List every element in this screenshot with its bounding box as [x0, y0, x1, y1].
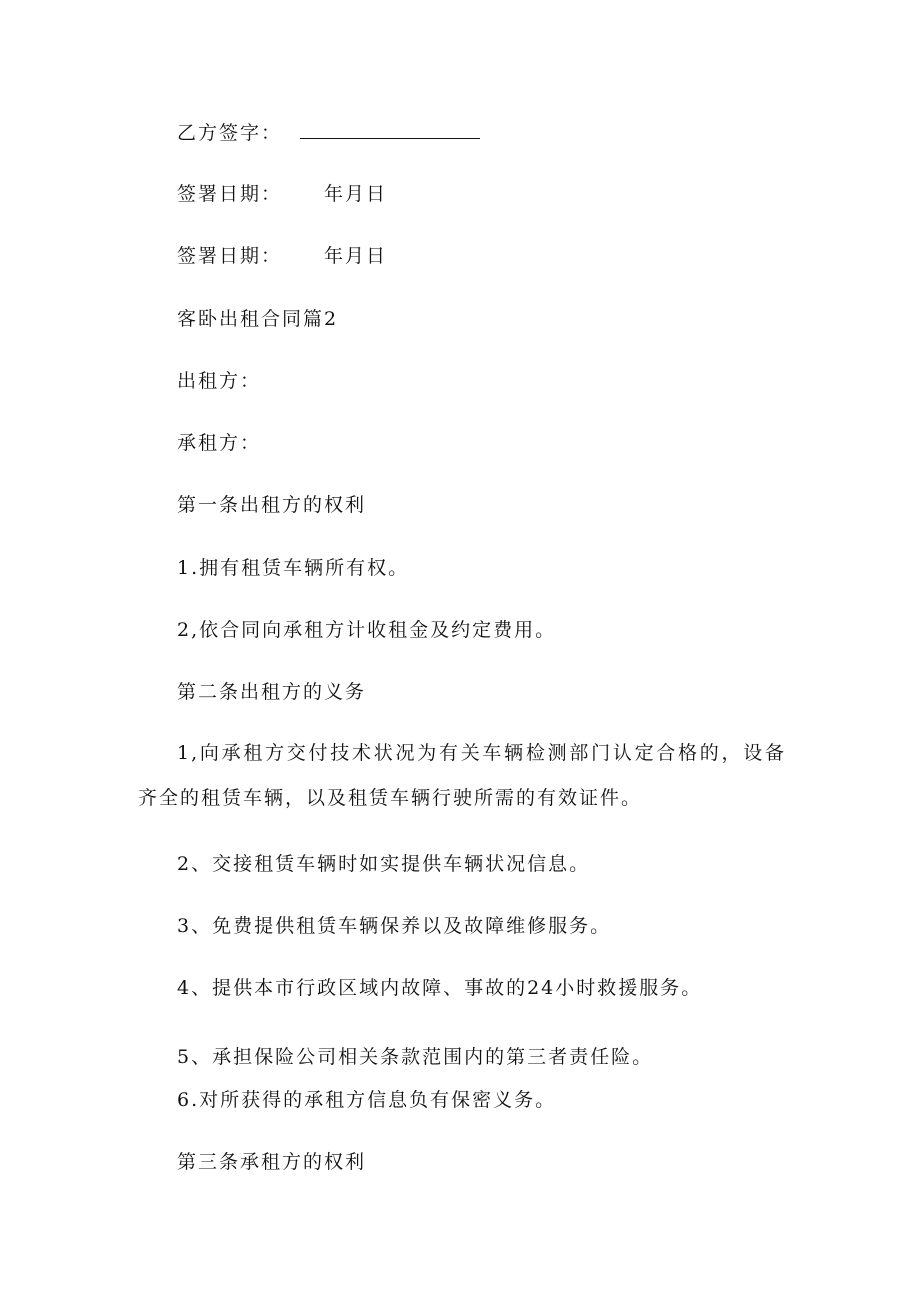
signing-date-row-2: [177, 244, 387, 268]
article-2-item-2: 2、交接租赁车辆时如实提供车辆状况信息。: [177, 853, 591, 875]
signing-date-value-2: 年月日: [324, 245, 388, 267]
article-2-item-6: 6.对所获得的承租方信息负有保密义务。: [177, 1089, 557, 1111]
article-1-item-2: 2,依合同向承租方计收租金及约定费用。: [177, 619, 557, 641]
article-1-heading: 第一条出租方的权利: [177, 494, 367, 516]
lessee-label: 承租方：: [177, 432, 262, 454]
signing-date-row-1: [177, 182, 387, 206]
article-3-heading: 第三条承租方的权利: [177, 1151, 367, 1173]
contract-title: 客卧出租合同篇2: [177, 308, 339, 330]
signing-date-label-1: 签署日期：: [177, 183, 283, 205]
article-2-item-4: 4、提供本市行政区域内故障、事故的24小时救援服务。: [177, 977, 703, 999]
article-2-heading: 第二条出租方的义务: [177, 681, 367, 703]
lessor-label: 出租方：: [177, 370, 262, 392]
signature-blank-line: [300, 120, 480, 139]
article-2-item-5: 5、承担保险公司相关条款范围内的第三者责任险。: [177, 1046, 654, 1068]
signature-label-row: [177, 120, 480, 145]
article-2-item-3: 3、免费提供租赁车辆保养以及故障维修服务。: [177, 915, 612, 937]
signing-date-label-2: 签署日期：: [177, 245, 283, 267]
signature-label: 乙方签字：: [177, 122, 283, 144]
signing-date-value-1: 年月日: [324, 183, 388, 205]
article-1-item-1: 1.拥有租赁车辆所有权。: [177, 557, 410, 579]
article-2-item-1: 1,向承租方交付技术状况为有关车辆检测部门认定合格的，设备齐全的租赁车辆，以及租赁车辆行驶所需的有效证件。: [138, 742, 786, 809]
